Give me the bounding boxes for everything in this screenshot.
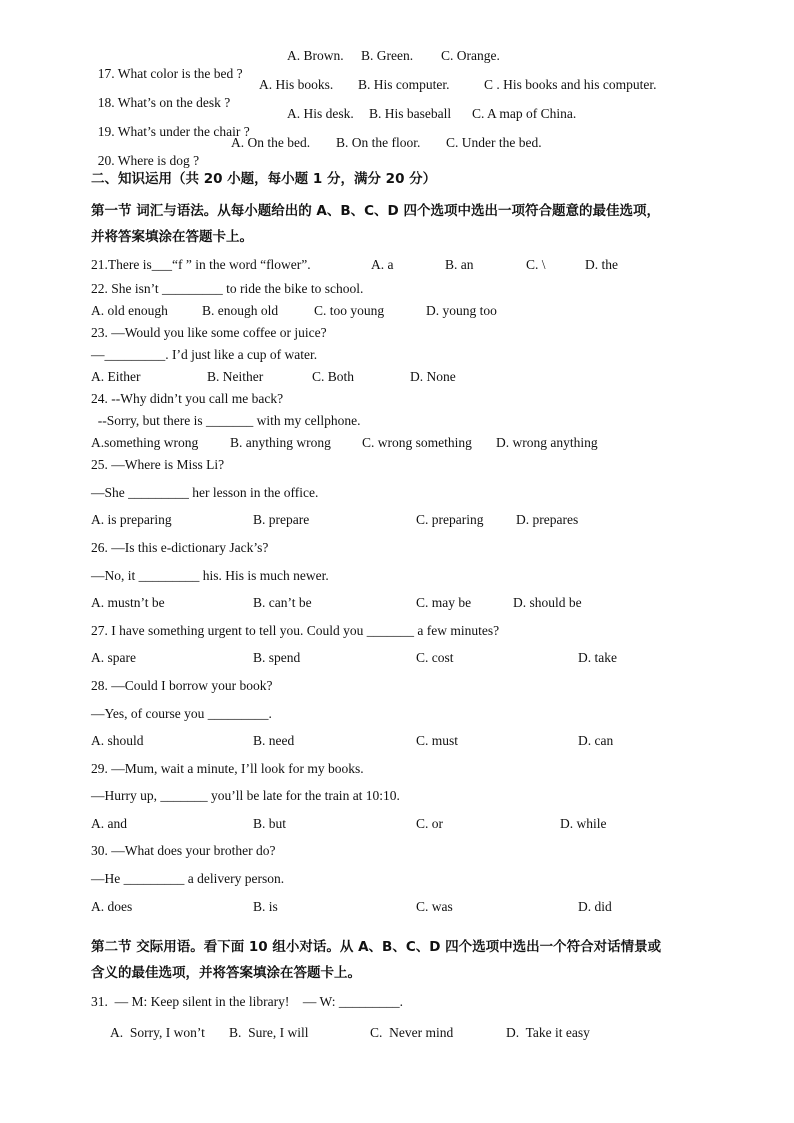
- option-b: B. Green.: [361, 48, 414, 63]
- option-b: B. prepare: [253, 512, 310, 527]
- question-24-line2: --Sorry, but there is _______ with my cellphone.: [91, 413, 361, 428]
- question-stem: 19. What’s under the chair ?: [97, 124, 250, 139]
- option-d: D. None: [410, 369, 456, 384]
- part2-instruction-line1: 第二节 交际用语。看下面 10 组小对话。从 A、B、C、D 四个选项中选出一个符合对话情景或: [91, 939, 662, 955]
- question-24-stem: 24. --Why didn’t you call me back?: [91, 391, 284, 406]
- option-a: A. is preparing: [91, 512, 172, 527]
- question-28-line2: —Yes, of course you _________.: [91, 706, 272, 721]
- option-a: A. On the bed.: [231, 135, 311, 150]
- option-b: B. anything wrong: [230, 435, 331, 450]
- option-d: D. young too: [426, 303, 497, 318]
- option-b: B. His baseball: [369, 106, 452, 121]
- option-d: D. did: [578, 899, 612, 914]
- question-20: [91, 134, 199, 170]
- option-d: D. Take it easy: [506, 1025, 590, 1040]
- question-26-line2: —No, it _________ his. His is much newer.: [91, 568, 329, 583]
- option-c: C . His books and his computer.: [484, 77, 657, 92]
- option-c: C. Orange.: [441, 48, 500, 63]
- option-c: C. was: [416, 899, 453, 914]
- option-a: A. a: [371, 257, 394, 272]
- option-a: A. mustn’t be: [91, 595, 165, 610]
- option-b: B. enough old: [202, 303, 279, 318]
- question-30-line2: —He _________ a delivery person.: [91, 871, 285, 886]
- option-a: A. Sorry, I won’t: [110, 1025, 205, 1040]
- option-b: B. can’t be: [253, 595, 312, 610]
- option-c: C. \: [526, 257, 546, 272]
- option-c: C. or: [416, 816, 443, 831]
- part1-instruction-line2: 并将答案填涂在答题卡上。: [91, 229, 253, 245]
- option-c: C. A map of China.: [472, 106, 577, 121]
- option-b: B. spend: [253, 650, 301, 665]
- question-25-line2: —She _________ her lesson in the office.: [91, 485, 319, 500]
- question-30-stem: 30. —What does your brother do?: [91, 843, 276, 858]
- option-a: A. and: [91, 816, 127, 831]
- option-d: D. can: [578, 733, 614, 748]
- option-b: B. but: [253, 816, 287, 831]
- option-c: C. Both: [312, 369, 355, 384]
- question-29-line2: —Hurry up, _______ you’ll be late for the train at 10:10.: [91, 788, 400, 803]
- option-d: D. the: [585, 257, 618, 272]
- option-b: B. Neither: [207, 369, 264, 384]
- question-29-stem: 29. —Mum, wait a minute, I’ll look for my books.: [91, 761, 364, 776]
- option-b: B. is: [253, 899, 278, 914]
- question-21-stem: 21.There is___“f ” in the word “flower”.: [91, 257, 311, 272]
- option-c: C. wrong something: [362, 435, 472, 450]
- option-a: A. His desk.: [287, 106, 354, 121]
- option-d: D. while: [560, 816, 607, 831]
- option-d: D. wrong anything: [496, 435, 598, 450]
- part2-instruction-line2: 含义的最佳选项，并将答案填涂在答题卡上。: [91, 965, 361, 981]
- option-c: C. preparing: [416, 512, 484, 527]
- option-b: B. Sure, I will: [229, 1025, 309, 1040]
- option-d: D. take: [578, 650, 617, 665]
- option-a: A. His books.: [259, 77, 334, 92]
- question-27-stem: 27. I have something urgent to tell you. Could you _______ a few minutes?: [91, 623, 500, 638]
- option-a: A. Either: [91, 369, 141, 384]
- option-c: C. Under the bed.: [446, 135, 542, 150]
- option-b: B. His computer.: [358, 77, 450, 92]
- option-a: A. old enough: [91, 303, 168, 318]
- option-a: A.something wrong: [91, 435, 199, 450]
- section-title: 二、知识运用（共 20 小题，每小题 1 分，满分 20 分）: [91, 171, 437, 187]
- question-stem: 17. What color is the bed ?: [97, 66, 243, 81]
- option-a: A. does: [91, 899, 133, 914]
- question-28-stem: 28. —Could I borrow your book?: [91, 678, 273, 693]
- option-d: D. prepares: [516, 512, 579, 527]
- option-c: C. cost: [416, 650, 454, 665]
- part1-instruction-line1: 第一节 词汇与语法。从每小题给出的 A、B、C、D 四个选项中选出一项符合题意的最佳选项，: [91, 203, 660, 219]
- question-25-stem: 25. —Where is Miss Li?: [91, 457, 225, 472]
- option-d: D. should be: [513, 595, 582, 610]
- option-a: A. spare: [91, 650, 136, 665]
- option-c: C. Never mind: [370, 1025, 454, 1040]
- option-c: C. too young: [314, 303, 385, 318]
- option-b: B. an: [445, 257, 474, 272]
- question-stem: 20. Where is dog ?: [97, 153, 200, 168]
- question-26-stem: 26. —Is this e-dictionary Jack’s?: [91, 540, 269, 555]
- question-31-stem: 31. — M: Keep silent in the library! — W: _________.: [91, 994, 403, 1009]
- question-22-stem: 22. She isn’t _________ to ride the bike to school.: [91, 281, 364, 296]
- option-b: B. On the floor.: [336, 135, 421, 150]
- option-c: C. must: [416, 733, 459, 748]
- question-23-stem: 23. —Would you like some coffee or juice?: [91, 325, 327, 340]
- question-stem: 18. What’s on the desk ?: [97, 95, 231, 110]
- option-a: A. Brown.: [287, 48, 344, 63]
- option-b: B. need: [253, 733, 295, 748]
- option-a: A. should: [91, 733, 144, 748]
- option-c: C. may be: [416, 595, 472, 610]
- question-23-line2: —_________. I’d just like a cup of water.: [91, 347, 318, 362]
